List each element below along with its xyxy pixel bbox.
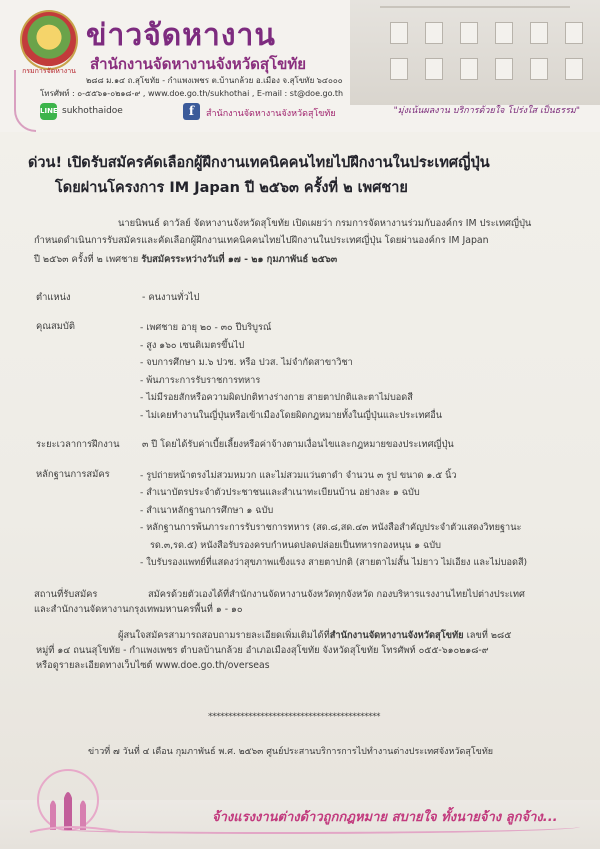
logo-caption: กรมการจัดหางาน xyxy=(22,67,76,75)
building-window xyxy=(565,22,583,44)
contact-number: เลขที่ ๒๘๕ xyxy=(463,630,512,641)
training-label: ระยะเวลาการฝึกงาน xyxy=(36,439,120,450)
building-window xyxy=(425,58,443,80)
facebook-icon: f xyxy=(183,103,200,120)
building-window xyxy=(460,58,478,80)
list-item: - ไม่เคยทำงานในญี่ปุ่นหรือเข้าเมืองโดยผิดกฎหมายทั้งในญี่ปุ่นและประเทศอื่น xyxy=(140,409,443,421)
building-window xyxy=(390,58,408,80)
list-item: - สำเนาบัตรประจำตัวประชาชนและสำเนาทะเบียนบ้าน อย่างละ ๑ ฉบับ xyxy=(140,487,420,499)
contact-line-3: หรือดูรายละเอียดทางเว็บไซต์ www.doe.go.th/overseas xyxy=(36,660,270,671)
application-period: รับสมัครระหว่างวันที่ ๑๗ - ๒๑ กุมภาพันธ์ ๒๕๖๓ xyxy=(141,254,338,265)
contact-line-2: หมู่ที่ ๑๔ ถนนสุโขทัย - กำแพงเพชร ตำบลบ้านกล้วย อำเภอเมืองสุโขทัย จังหวัดสุโขทัย โทรศัพท์ ๐๕๕-๖๑๐๒๑๘-๙ xyxy=(36,645,489,656)
list-item: - สำเนาหลักฐานการศึกษา ๑ ฉบับ xyxy=(140,504,274,516)
line-icon: LINE xyxy=(40,103,57,120)
qualifications-label: คุณสมบัติ xyxy=(36,321,75,332)
list-item: - พ้นภาระการรับราชการทหาร xyxy=(140,374,261,386)
place-value: สมัครด้วยตัวเองได้ที่สำนักงานจัดหางานจังหวัดทุกจังหวัด กองบริหารแรงงานไทยไปต่างประเทศ xyxy=(148,589,525,600)
intro-line-3-text: ปี ๒๕๖๓ ครั้งที่ ๒ เพศชาย xyxy=(34,254,142,265)
list-item: - รูปถ่ายหน้าตรงไม่สวมหมวก และไม่สวมแว่นตาดำ จำนวน ๓ รูป ขนาด ๑.๕ นิ้ว xyxy=(140,470,457,481)
place-value-line-2: และสำนักงานจัดหางานกรุงเทพมหานครพื้นที่ ๑ - ๑๐ xyxy=(34,604,243,615)
list-item: - ไม่มีรอยสักหรือความผิดปกติทางร่างกาย สายตาปกติและตาไม่บอดสี xyxy=(140,392,413,404)
qualifications-list xyxy=(140,319,442,425)
news-reference: ข่าวที่ ๗ วันที่ ๔ เดือน กุมภาพันธ์ พ.ศ. ๒๕๖๓ ศูนย์ประสานบริการการไปทำงานต่างประเทศจังหวัดสุโขทัย xyxy=(88,747,494,757)
intro-line-1: นายนิพนธ์ ดาวัลย์ จัดหางานจังหวัดสุโขทัย เปิดเผยว่า กรมการจัดหางานร่วมกับองค์กร IM ประเทศญี่ปุ่น xyxy=(118,218,532,229)
list-item: - เพศชาย อายุ ๒๐ - ๓๐ ปีบริบูรณ์ xyxy=(140,322,272,333)
office-contact: โทรศัพท์ : ๐-๕๕๖๑-๐๒๑๘-๙ , www.doe.go.th/sukhothai , E-mail : st@doe.go.th xyxy=(40,89,344,98)
place-label: สถานที่รับสมัคร xyxy=(34,589,98,600)
line-id: sukhothaidoe xyxy=(62,106,123,116)
documents-list xyxy=(140,467,540,571)
building-window xyxy=(460,22,478,44)
contact-intro: ผู้สนใจสมัครสามารถสอบถามรายละเอียดเพิ่มเติมได้ที่ xyxy=(118,630,330,641)
building-window xyxy=(390,22,408,44)
documents-label: หลักฐานการสมัคร xyxy=(36,469,110,480)
building-window xyxy=(495,58,513,80)
list-item: - สูง ๑๖๐ เซนติเมตรขึ้นไป xyxy=(140,339,245,351)
building-photo xyxy=(350,0,600,105)
position-value: - คนงานทั่วไป xyxy=(142,292,200,303)
building-window xyxy=(530,22,548,44)
headline-line-2: โดยผ่านโครงการ IM Japan ปี ๒๕๖๓ ครั้งที่ ๒ เพศชาย xyxy=(55,180,408,196)
office-slogan: "มุ่งเน้นผลงาน บริการด้วยใจ โปร่งใส เป็นธรรม" xyxy=(393,106,580,116)
facebook-name: สำนักงานจัดหางานจังหวัดสุโขทัย xyxy=(206,109,336,119)
office-name: สำนักงานจัดหางานจังหวัดสุโขทัย xyxy=(90,55,307,73)
footer-slogan: จ้างแรงงานต่างด้าวถูกกฎหมาย สบายใจ ทั้งนายจ้าง ลูกจ้าง... xyxy=(212,810,558,825)
separator: ******************************************* xyxy=(208,712,380,722)
contact-office: สำนักงานจัดหางานจังหวัดสุโขทัย xyxy=(329,630,464,641)
intro-line-3 xyxy=(34,252,337,267)
roof-line xyxy=(380,6,570,8)
list-item: - หลักฐานการพ้นภาระการรับราชการทหาร (สด.๘,สด.๔๓ หนังสือสำคัญประจำตัวแสดงวิทยฐานะ xyxy=(140,522,522,534)
building-window xyxy=(530,58,548,80)
contact-line-1 xyxy=(118,628,511,643)
headline-line-1: ด่วน! เปิดรับสมัครคัดเลือกผู้ฝึกงานเทคนิคคนไทยไปฝึกงานในประเทศญี่ปุ่น xyxy=(28,155,490,171)
letterhead xyxy=(0,0,600,132)
list-item: - จบการศึกษา ม.๖ ปวช. หรือ ปวส. ไม่จำกัดสาขาวิชา xyxy=(140,357,353,369)
office-address: ๒๘๘ ม.๑๔ ถ.สุโขทัย - กำแพงเพชร ต.บ้านกล้วย อ.เมือง จ.สุโขทัย ๖๔๐๐๐ xyxy=(86,76,343,85)
decorative-swirl xyxy=(14,70,36,132)
department-logo xyxy=(20,10,78,70)
position-label: ตำแหน่ง xyxy=(36,292,71,303)
newsletter-title: ข่าวจัดหางาน xyxy=(86,18,276,53)
training-value: ๓ ปี โดยได้รับค่าเบี้ยเลี้ยงหรือค่าจ้างตามเงื่อนไขและกฎหมายของประเทศญี่ปุ่น xyxy=(142,439,454,450)
intro-line-2: กำหนดดำเนินการรับสมัครและคัดเลือกผู้ฝึกงานเทคนิคคนไทยไปฝึกงานในประเทศญี่ปุ่น โดยผ่านองค์กร IM Japan xyxy=(34,235,489,246)
list-item: รด.๓,รด.๕) หนังสือรับรองครบกำหนดปลดปล่อยเป็นทหารกองหนุน ๑ ฉบับ xyxy=(150,539,441,551)
building-window xyxy=(495,22,513,44)
building-window xyxy=(565,58,583,80)
list-item: - ใบรับรองแพทย์ที่แสดงว่าสุขภาพแข็งแรง สายตาปกติ (สายตาไม่สั้น ไม่ยาว ไม่เอียง และไม่บอดสี) xyxy=(140,557,528,569)
building-window xyxy=(425,22,443,44)
